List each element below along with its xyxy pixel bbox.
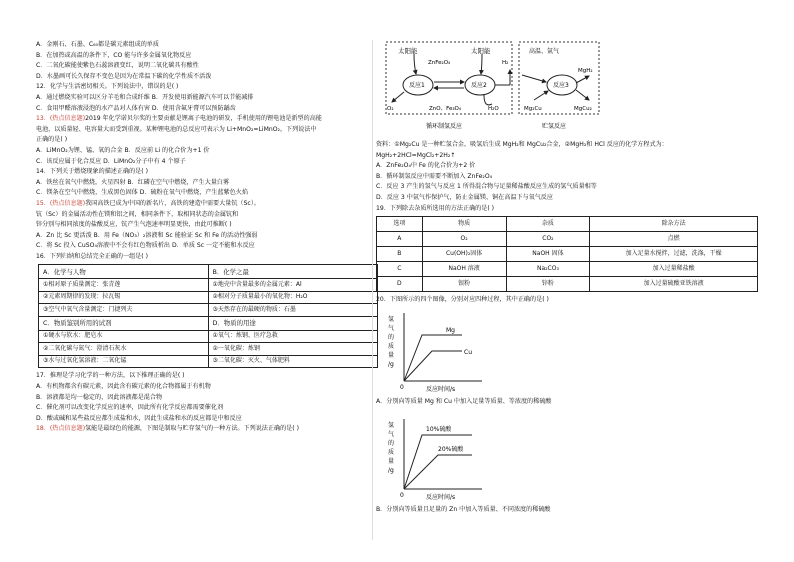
text-line: D．酸或碱和某些盐反应都生成盐和水，因此生成盐和水的反应都是中和反应 — [36, 414, 242, 422]
o2-label: O₂ — [387, 106, 394, 112]
text-line: A．有机物都含有碳元素，因此含有碳元素的化合物都属于有机物 — [36, 383, 211, 391]
store-caption: 贮氢反应 — [542, 123, 567, 130]
q16-row — [39, 279, 378, 292]
q16-group-heading: C．物质鉴别所用的试剂 — [39, 316, 209, 330]
text-line: C．镁条在空气中燃烧，生成黑色固体 D．硫粉在氧气中燃烧，产生蓝紫色火焰 — [36, 189, 248, 197]
ylabel-char: 量 — [388, 458, 395, 466]
option-b: B．分别向等质量且足量的 Zn 中加入等质量、不同浓度的稀硫酸 — [376, 506, 551, 514]
text-line: 16．下列归纳和总结完全正确的一组是( ) — [36, 252, 148, 260]
q19-cell: 锌粉 — [506, 277, 590, 292]
q16-row — [39, 355, 378, 368]
zno-label: ZnO、Fe₃O₄ — [429, 106, 462, 112]
sun-arrow-2 — [481, 54, 482, 74]
text-line: C．反应 3 产生的氢气与反应 1 所得混合物与足量稀盐酸反应生成的氢气质量相等 — [376, 183, 597, 191]
graph-a-label-mg: Mg — [446, 326, 455, 334]
column-divider — [372, 40, 373, 540]
text-line: 14．下列关于燃烧现象的描述正确的是( ) — [36, 168, 148, 176]
q19-cell: O₂ — [422, 232, 506, 247]
ylabel-char: 的 — [388, 440, 395, 448]
left-lines-c — [36, 210, 394, 263]
q19-header-row — [377, 217, 758, 232]
right-lines-a — [376, 140, 760, 214]
q16-cell: ①相对原子质量测定：张青莲 — [39, 279, 209, 292]
q16-row — [39, 304, 378, 317]
graph-a — [382, 307, 502, 397]
ylabel-char: 质 — [388, 449, 395, 457]
ylabel-char: 质 — [388, 342, 395, 350]
mg2cu-label: Mg₂Cu — [524, 106, 542, 112]
ylabel-char: 量 — [388, 351, 395, 359]
right-column — [376, 40, 760, 516]
q19-header-cell: 选项 — [377, 217, 423, 232]
q16-row — [39, 343, 378, 356]
question-15-heading — [36, 199, 394, 210]
graph-b-ylabel — [388, 421, 394, 474]
ylabel-char: 气 — [388, 431, 395, 439]
text-line: B．循环制氢反应中需要不断加入 ZnFe₂O₄ — [376, 172, 493, 180]
q16-group-heading: A．化学与人物 — [39, 265, 209, 279]
sun-arrow-1 — [414, 54, 416, 74]
q19-cell: Na₂CO₃ — [506, 262, 590, 277]
text-line: C．将 Sc 投入 CuSO₄溶液中不会有红色物质析出 D．单质 Sc 一定不能和水反应 — [36, 242, 255, 250]
q16-row — [39, 330, 378, 343]
q16-table — [38, 264, 378, 368]
q15-text: 我国高铁已成为中国的新名片，高铁的建造中需要大量钪（Sc）。 — [85, 199, 260, 207]
text-line: 资料：①Mg₂Cu 是一种贮氢合金，吸氢后生成 MgH₂和 MgCu₂合金，②MgH₂和 HCl 反应的化学方程式为： — [376, 141, 668, 148]
q16-cell: ②元素周期律的发现：拉瓦锡 — [39, 291, 209, 304]
graph-a-xlabel: 反应时间/s — [426, 385, 456, 393]
q16-cell: ②一氧化碳：炼钢 — [208, 343, 378, 356]
left-lines-b — [36, 125, 394, 199]
left-column — [36, 40, 394, 435]
q19-row — [377, 277, 758, 292]
q19-cell: 加入过量硫酸亚铁溶液 — [590, 277, 758, 292]
q16-header-row — [39, 316, 378, 330]
ylabel-char: 氢 — [388, 315, 395, 323]
h2o-label: H₂O — [488, 106, 499, 112]
sun-label-1: 太阳能 — [398, 47, 418, 55]
q19-cell: NaOH 溶液 — [422, 262, 506, 277]
graph-a-ylabel — [388, 315, 394, 368]
q19-cell: B — [377, 247, 423, 262]
text-line: D．反应 3 中氩气作保护气，防止金属镁、铜在高温下与氧气反应 — [376, 193, 553, 201]
q16-header-row — [39, 265, 378, 279]
text-line: A．ZnFe₂O₄中 Fe 的化合价为+2 价 — [376, 162, 476, 170]
q19-cell: CO₂ — [506, 232, 590, 247]
text-line: C．催化剂可以改变化学反应的速率，因此所有化学反应都需要催化剂 — [36, 404, 224, 412]
graph-a-label-cu: Cu — [464, 348, 472, 356]
text-line: MgH₂+2HCl=MgCl₂+2H₂↑ — [376, 151, 456, 159]
q19-cell: 加入过量稀盐酸 — [590, 262, 758, 277]
text-line: 钪（Sc）的金属活动性在镁和铝之间，相同条件下，取相同状态的金属钪和 — [36, 210, 239, 218]
h2-in-arrow — [522, 75, 546, 82]
sun-label-2: 太阳能 — [471, 47, 491, 55]
question-13-heading — [36, 114, 394, 125]
znfe-label: ZnFe₂O₄ — [428, 60, 451, 66]
q16-row — [39, 291, 378, 304]
text-line: 正确的是( ) — [36, 136, 68, 144]
ylabel-char: 的 — [388, 333, 395, 341]
cycle-caption: 循环制氢反应 — [426, 123, 463, 130]
ylabel-char: 氢 — [388, 422, 395, 430]
mgh2-arrow — [576, 76, 589, 83]
q19-header-cell: 杂质 — [506, 217, 590, 232]
q16-cell: ③水与过氧化氢溶液：二氧化锰 — [39, 355, 209, 368]
option-a: A．分别向等质量 Mg 和 Cu 中加入足量等质量、等浓度的稀硫酸 — [376, 397, 552, 405]
hot-tag: 18．(热点信息题) — [36, 425, 86, 433]
hot-tag: 13．(热点信息题) — [36, 115, 86, 123]
q19-cell: NaOH 固体 — [506, 247, 590, 262]
left-lines-a — [36, 40, 394, 114]
q16-cell: ①硬水与软水：肥皂水 — [39, 330, 209, 343]
ylabel-char: /g — [388, 467, 394, 475]
question-18-heading — [36, 424, 394, 435]
graph-b-xlabel: 反应时间/s — [426, 494, 456, 502]
q16-cell: ②相对分子质量最小的氧化物：H₂O — [208, 291, 378, 304]
q19-cell: 加入足量水搅拌，过滤，洗涤，干燥 — [590, 247, 758, 262]
text-line: A．Zn 比 Sc 更活泼 B．用 Fe（NO₃）₂溶液和 Sc 能验证 Sc 和 Fe 的活动性强弱 — [36, 231, 258, 239]
text-line: D．水墨画可长久保存不变色是因为在常温下碳的化学性质不活泼 — [36, 72, 212, 80]
graph-b-series-20 — [404, 455, 472, 489]
q16-cell: ①氧气：炼钢、医疗急救 — [208, 330, 378, 343]
graph-b — [382, 413, 502, 505]
text-line: A．金刚石、石墨、C₆₀都是碳元素组成的单质 — [36, 41, 159, 48]
text-line: A．通过燃烧实验可以区分羊毛和合成纤维 B．开发使用新能源汽车可以节能减排 — [36, 93, 254, 101]
graph-b-origin: 0 — [400, 492, 404, 500]
q18-text: 氢能是最绿色的能源，下图是制取与贮存氢气的一种方法。下列说法正确的是( ) — [85, 425, 299, 433]
hot-tag: 15．(热点信息题) — [36, 199, 86, 207]
gaowen-label: 高温、氩气 — [529, 48, 560, 55]
q19-row — [377, 232, 758, 247]
text-line: A．LiMnO₂为锂、锰、氧的合金 B．反应前 Li 的化合价为+1 价 — [36, 146, 210, 154]
q19-cell: 点燃 — [590, 232, 758, 247]
q19-row — [377, 262, 758, 277]
h2-label: H₂ — [502, 60, 509, 66]
graph-b-label-10: 10%硫酸 — [426, 426, 452, 434]
text-line: C．该反应属于化合反应 D．LiMnO₂分子中有 4 个原子 — [36, 157, 186, 165]
ylabel-char: 气 — [388, 324, 395, 332]
left-lines-d — [36, 371, 394, 424]
q16-cell: ②二氧化碳与氮气：澄清石灰水 — [39, 343, 209, 356]
graph-a-series-mg — [404, 335, 462, 381]
q19-table — [376, 216, 758, 292]
q16-cell: ③二氧化碳：灭火、气体肥料 — [208, 355, 378, 368]
text-line: A．铁丝在氧气中燃烧，火星四射 B．红磷在空气中燃烧，产生大量白雾 — [36, 178, 230, 186]
q19-header-cell: 物质 — [422, 217, 506, 232]
graph-b-series-10 — [404, 435, 472, 489]
reaction-2-label: 反应2 — [471, 82, 487, 89]
text-line: 电池，以质量轻、电容量大而受到重视。某种锂电池的总反应可表示为 Li+MnO₂=LiMnO₂，下列说法中 — [36, 125, 317, 133]
graph-b-label-20: 20%硫酸 — [438, 446, 464, 454]
q19-cell: Cu(OH)₂固体 — [422, 247, 506, 262]
text-line: B．溶液都是均一稳定的，因此溶液都是混合物 — [36, 393, 163, 401]
q16-group-heading: D．物质的用途 — [208, 316, 378, 330]
q16-cell: ③天然存在的最硬的物质：石墨 — [208, 304, 378, 317]
q19-cell: D — [377, 277, 423, 292]
ylabel-char: /g — [388, 360, 394, 368]
graph-a-origin: 0 — [400, 383, 404, 391]
q13-text: 2019 年化学诺贝尔奖的主要贡献是锂离子电池的研发，手机使用的锂电池是新型的高能 — [85, 115, 322, 123]
text-line: 17．推理是学习化学的一种方法，以下推理正确的是( ) — [36, 372, 185, 380]
reaction-3-label: 反应3 — [553, 82, 569, 89]
text-line: 锌分别与相同浓度的盐酸反应，钪产生气泡速率明显更快，由此可推断( ) — [36, 221, 232, 229]
q20-text: 20．下图所示的四个图像，分别对应四种过程，其中正确的是( ) — [376, 296, 549, 304]
text-line: 19．下列除去杂质所选用的方法正确的是( ) — [376, 204, 495, 212]
o2-arrow — [392, 92, 404, 102]
h2o-arrow — [484, 95, 492, 105]
q16-group-heading: B．化学之最 — [208, 265, 378, 279]
text-line: 12．化学与生活密切相关。下列说法中，错误的是( ) — [36, 83, 179, 91]
q19-header-cell: 除杂方法 — [590, 217, 758, 232]
q19-row — [377, 247, 758, 262]
q19-cell: C — [377, 262, 423, 277]
reaction-1-label: 反应1 — [409, 82, 425, 89]
text-line: C．食用甲醛溶液浸泡的水产品对人体有害 D．使用含氟牙膏可以预防龋齿 — [36, 104, 236, 112]
hydrogen-process-diagram — [384, 40, 606, 136]
q19-cell: A — [377, 232, 423, 247]
text-line: C．二氧化碳能使紫色石蕊溶液变红，说明二氧化碳具有酸性 — [36, 62, 199, 70]
text-line: B．在加热或高温的条件下，CO 能与许多金属氧化物反应 — [36, 51, 192, 59]
graph-a-series-cu — [404, 351, 462, 381]
mgcu2-label: MgCu₂ — [574, 106, 592, 112]
q16-cell: ①地壳中含量最多的金属元素：Al — [208, 279, 378, 292]
mgh2-label: MgH₂ — [578, 68, 593, 74]
q16-cell: ③空气中氧气含量测定：门捷列夫 — [39, 304, 209, 317]
mg2cu-arrow — [534, 91, 548, 100]
q19-cell: 银粉 — [422, 277, 506, 292]
mgcu2-arrow — [576, 90, 589, 100]
